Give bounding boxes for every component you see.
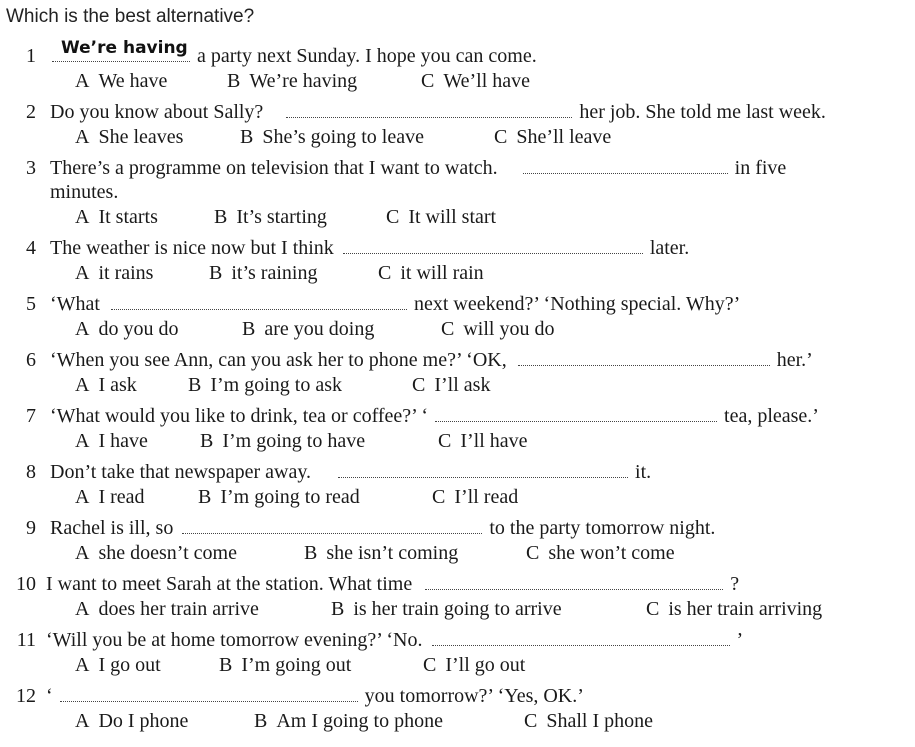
option-b[interactable]: B It’s starting [214, 206, 327, 228]
question-text-after: to the party tomorrow night. [489, 517, 716, 539]
option-a[interactable]: A I read [75, 486, 145, 508]
option-c[interactable]: C We’ll have [421, 70, 531, 92]
option-b[interactable]: B I’m going to have [200, 430, 366, 452]
option-c[interactable]: C she won’t come [526, 542, 675, 564]
question-number: 4 [26, 237, 36, 259]
option-b[interactable]: B it’s raining [209, 262, 318, 284]
question-text-after: next weekend?’ ‘Nothing special. Why?’ [413, 293, 741, 315]
option-a[interactable]: A Do I phone [75, 710, 189, 732]
handwritten-answer: We’re having [61, 38, 188, 58]
answer-blank[interactable] [286, 102, 572, 118]
question-number: 5 [26, 293, 36, 315]
answer-blank[interactable] [182, 518, 482, 534]
question-number: 6 [26, 349, 36, 371]
option-c[interactable]: C is her train arriving [646, 598, 823, 620]
option-a[interactable]: A does her train arrive [75, 598, 259, 620]
exercise-heading: Which is the best alternative? [6, 6, 255, 27]
answer-blank[interactable] [518, 350, 770, 366]
question-text-before: Don’t take that newspaper away. [50, 461, 312, 483]
answer-blank[interactable] [52, 38, 190, 62]
question-text-before: I want to meet Sarah at the station. What time [46, 573, 413, 595]
option-a[interactable]: A We have [75, 70, 168, 92]
question-number: 2 [26, 101, 36, 123]
option-c[interactable]: C I’ll go out [423, 654, 526, 676]
question-number: 3 [26, 157, 36, 179]
question-text-after: tea, please.’ [724, 405, 819, 427]
question-text-after: her job. She told me last week. [579, 101, 826, 123]
option-c[interactable]: C will you do [441, 318, 555, 340]
option-a[interactable]: A I have [75, 430, 148, 452]
question-text-before: ‘What [50, 293, 100, 315]
question-text-before: Rachel is ill, so [50, 517, 174, 539]
question-number: 12 [16, 685, 36, 707]
option-c[interactable]: C it will rain [378, 262, 484, 284]
option-a[interactable]: A I ask [75, 374, 137, 396]
question-text-before: Do you know about Sally? [50, 101, 264, 123]
option-b[interactable]: B Am I going to phone [254, 710, 443, 732]
option-c[interactable]: C Shall I phone [524, 710, 653, 732]
option-b[interactable]: B I’m going to read [198, 486, 360, 508]
question-text-after: a party next Sunday. I hope you can come. [197, 45, 537, 67]
option-c[interactable]: C I’ll ask [412, 374, 491, 396]
question-number: 1 [26, 45, 36, 67]
option-a[interactable]: A she doesn’t come [75, 542, 237, 564]
option-b[interactable]: B We’re having [227, 70, 358, 92]
question-text-before: The weather is nice now but I think [50, 237, 334, 259]
option-b[interactable]: B are you doing [242, 318, 375, 340]
question-text-before: ‘When you see Ann, can you ask her to phone me?’ ‘OK, [50, 349, 507, 371]
answer-blank[interactable] [523, 158, 728, 174]
option-b[interactable]: B is her train going to arrive [331, 598, 562, 620]
option-b[interactable]: B She’s going to leave [240, 126, 424, 148]
option-a[interactable]: A She leaves [75, 126, 184, 148]
question-text-continued: minutes. [50, 181, 119, 203]
answer-blank[interactable] [432, 630, 730, 646]
answer-blank[interactable] [425, 574, 723, 590]
option-a[interactable]: A it rains [75, 262, 154, 284]
question-text-before: There’s a programme on television that I want to watch. [50, 157, 498, 179]
option-c[interactable]: C I’ll have [438, 430, 528, 452]
answer-blank[interactable] [343, 238, 643, 254]
question-text-after: ? [730, 573, 740, 595]
question-text-before: ‘Will you be at home tomorrow evening?’ ‘No. [46, 629, 423, 651]
question-text-after: ’ [736, 629, 744, 651]
question-number: 9 [26, 517, 36, 539]
answer-blank[interactable] [435, 406, 717, 422]
question-number: 11 [16, 629, 36, 651]
question-text-after: you tomorrow?’ ‘Yes, OK.’ [364, 685, 584, 707]
option-a[interactable]: A It starts [75, 206, 158, 228]
option-b[interactable]: B she isn’t coming [304, 542, 459, 564]
question-text-after: later. [649, 237, 690, 259]
question-text-before: ‘ [46, 685, 53, 707]
answer-blank[interactable] [338, 462, 628, 478]
option-b[interactable]: B I’m going to ask [188, 374, 342, 396]
question-number: 8 [26, 461, 36, 483]
question-text-after: it. [635, 461, 652, 483]
question-text-after: in five [734, 157, 787, 179]
question-number: 10 [16, 573, 36, 595]
option-c[interactable]: C She’ll leave [494, 126, 612, 148]
option-b[interactable]: B I’m going out [219, 654, 352, 676]
option-a[interactable]: A do you do [75, 318, 179, 340]
answer-blank[interactable] [111, 294, 407, 310]
option-a[interactable]: A I go out [75, 654, 161, 676]
answer-blank[interactable] [60, 686, 358, 702]
option-c[interactable]: C It will start [386, 206, 497, 228]
option-c[interactable]: C I’ll read [432, 486, 519, 508]
question-text-before: ‘What would you like to drink, tea or coffee?’ ‘ [50, 405, 429, 427]
question-number: 7 [26, 405, 36, 427]
question-text-after: her.’ [776, 349, 813, 371]
